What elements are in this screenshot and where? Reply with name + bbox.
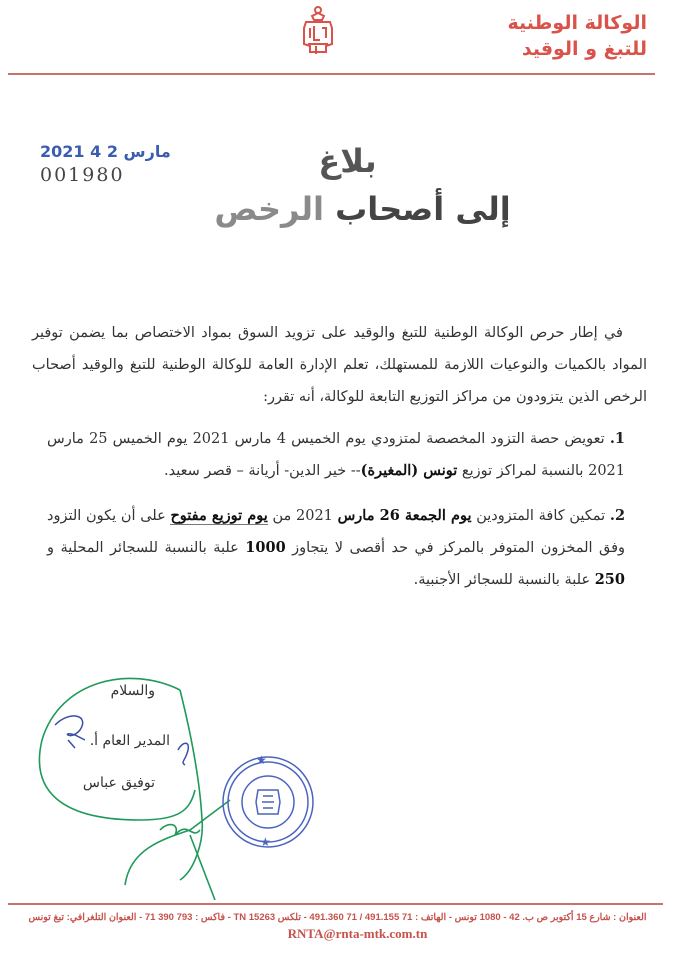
item-bold-text: يوم الجمعة 26 مارس [337,507,472,524]
item-number: 1. [609,430,626,447]
header-divider [8,73,655,75]
subtitle-suffix: الرخص [214,190,324,228]
closing-salutation: والسلام [110,683,155,699]
document-title: بلاغ [318,142,377,180]
official-seal-icon [223,753,313,849]
initials-icon [55,716,188,765]
item-text: علبة بالنسبة للسجائر الأجنبية. [413,572,591,588]
footer-divider [8,903,663,905]
agency-emblem-icon [298,4,338,58]
organization-name [447,10,647,62]
item-bold-number: 1000 [245,539,286,556]
item-bold-text: تونس (المغيرة) [360,462,458,479]
item-text: -- خير الدين- أريانة – قصر سعيد. [164,463,361,479]
handwritten-signature-icon [39,678,230,900]
intro-paragraph: في إطار حرص الوكالة الوطنية للتبغ والوقيد على تزويد السوق بمواد الاختصاص بما يضمن توفير المواد بالكميات والنوعيات اللازمة للمستهلك، تعلم الإدارة العامة للوكالة الوطنية للتبغ والوقيد أصحاب الرخص الذين يتزودون من مراكز التوزيع التابعة للوكالة، أنه تقرر: [32,325,647,405]
footer-address: العنوان : شارع 15 أكتوبر ص ب. 42 - 1080 تونس - الهاتف : 71 491.155 / 71 491.360 - تلكس 15263 TN - فاكس : 793 390 71 - العنوان التلغرافي: تبغ تونس [28,912,647,923]
decision-item-2 [47,500,647,596]
svg-text:★: ★ [260,835,271,849]
registration-number-stamp: 001980 [40,164,125,186]
item-text: علبة بالنسبة للسجائر المحلية و [47,540,239,556]
document-subtitle [0,190,675,228]
item-underlined-text: يوم توزيع مفتوح [170,507,268,524]
svg-text:★: ★ [256,753,267,767]
org-name-line1: الوكالة الوطنية [507,12,647,34]
decision-item-1 [47,423,647,487]
subtitle-prefix: إلى أصحاب [335,190,511,228]
signature-and-seal [30,670,330,900]
footer-email: RNTA@rnta-mtk.com.tn [287,926,428,941]
item-text: تمكين كافة المتزودين [476,508,606,524]
org-name-line2: للتبغ و الوقيد [521,38,647,60]
signer-name: توفيق عباس [82,775,155,791]
item-text: على أن يكون التزود وفق المخزون المتوفر بالمركز في حد أقصى لا يتجاوز [47,508,626,556]
item-text: 2021 من [272,508,333,524]
item-bold-number: 250 [594,571,625,588]
item-text: تعويض حصة التزود المخصصة لمتزودي يوم الخميس 4 مارس 2021 يوم الخميس 25 مارس 2021 بالنسبة لمراكز توزيع [47,431,625,479]
director-title: المدير العام أ. [89,733,170,749]
registration-date-stamp: 2021 مارس 2 4 [40,142,171,161]
item-number: 2. [609,507,626,524]
